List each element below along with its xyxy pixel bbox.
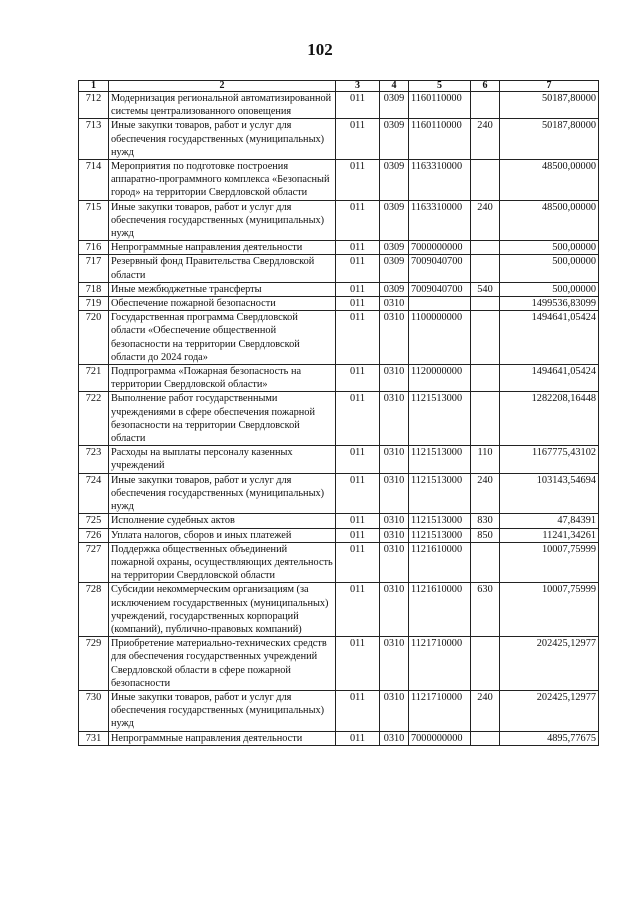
row-code-target: 1121513000 — [409, 514, 471, 528]
row-code-section: 0310 — [380, 311, 409, 365]
row-code-section: 0309 — [380, 255, 409, 282]
row-description: Иные закупки товаров, работ и услуг для обеспечения государственных (муниципальных) нужд — [109, 690, 336, 731]
row-code-section: 0310 — [380, 542, 409, 583]
row-description: Иные закупки товаров, работ и услуг для обеспечения государственных (муниципальных) нужд — [109, 200, 336, 241]
row-code-admin: 011 — [336, 200, 380, 241]
row-code-section: 0310 — [380, 473, 409, 514]
table-row — [79, 473, 599, 514]
row-code-type: 630 — [471, 583, 500, 637]
table-row — [79, 514, 599, 528]
row-code-type: 240 — [471, 119, 500, 160]
row-code-type: 240 — [471, 690, 500, 731]
row-amount: 500,00000 — [500, 255, 599, 282]
table-row — [79, 241, 599, 255]
row-code-type — [471, 542, 500, 583]
row-code-type — [471, 392, 500, 446]
row-code-section: 0309 — [380, 92, 409, 119]
row-amount: 48500,00000 — [500, 200, 599, 241]
row-code-admin: 011 — [336, 241, 380, 255]
row-code-type — [471, 637, 500, 691]
table-row — [79, 690, 599, 731]
table-row — [79, 731, 599, 745]
row-code-type — [471, 365, 500, 392]
row-code-section: 0310 — [380, 365, 409, 392]
row-description: Подпрограмма «Пожарная безопасность на территории Свердловской области» — [109, 365, 336, 392]
table-row — [79, 446, 599, 473]
row-number: 724 — [79, 473, 109, 514]
row-code-admin: 011 — [336, 731, 380, 745]
table-row — [79, 200, 599, 241]
row-code-type: 540 — [471, 282, 500, 296]
row-number: 731 — [79, 731, 109, 745]
row-code-section: 0310 — [380, 637, 409, 691]
row-amount: 10007,75999 — [500, 542, 599, 583]
row-code-target: 1160110000 — [409, 92, 471, 119]
row-code-section: 0310 — [380, 690, 409, 731]
row-code-target: 1121513000 — [409, 528, 471, 542]
row-number: 716 — [79, 241, 109, 255]
row-number: 730 — [79, 690, 109, 731]
row-description: Государственная программа Свердловской области «Обеспечение общественной безопасности на территории Свердловской области до 2024 года» — [109, 311, 336, 365]
row-code-type: 850 — [471, 528, 500, 542]
column-header: 4 — [380, 81, 409, 92]
row-code-type: 830 — [471, 514, 500, 528]
row-code-target: 1121513000 — [409, 446, 471, 473]
row-code-type — [471, 92, 500, 119]
row-code-type — [471, 311, 500, 365]
row-amount: 4895,77675 — [500, 731, 599, 745]
table-row — [79, 297, 599, 311]
row-code-section: 0309 — [380, 119, 409, 160]
column-header: 3 — [336, 81, 380, 92]
table-row — [79, 92, 599, 119]
row-number: 718 — [79, 282, 109, 296]
row-code-target: 1160110000 — [409, 119, 471, 160]
table-header-row — [79, 81, 599, 92]
row-code-target: 1121513000 — [409, 392, 471, 446]
table-row — [79, 119, 599, 160]
row-code-admin: 011 — [336, 119, 380, 160]
row-code-admin: 011 — [336, 473, 380, 514]
row-number: 726 — [79, 528, 109, 542]
row-code-type: 240 — [471, 473, 500, 514]
row-number: 723 — [79, 446, 109, 473]
row-code-target — [409, 297, 471, 311]
row-code-target: 1163310000 — [409, 200, 471, 241]
row-code-admin: 011 — [336, 255, 380, 282]
row-code-target: 1121610000 — [409, 542, 471, 583]
row-number: 720 — [79, 311, 109, 365]
row-description: Иные закупки товаров, работ и услуг для обеспечения государственных (муниципальных) нужд — [109, 119, 336, 160]
row-code-target: 1121710000 — [409, 637, 471, 691]
row-number: 713 — [79, 119, 109, 160]
row-number: 714 — [79, 160, 109, 201]
row-amount: 500,00000 — [500, 241, 599, 255]
row-code-section: 0310 — [380, 392, 409, 446]
row-code-admin: 011 — [336, 637, 380, 691]
row-code-section: 0310 — [380, 514, 409, 528]
row-code-type — [471, 731, 500, 745]
row-description: Приобретение материально-технических средств для обеспечения государственных учреждений Свердловской области в сфере пожарной безопасности — [109, 637, 336, 691]
row-code-admin: 011 — [336, 446, 380, 473]
table-row — [79, 311, 599, 365]
row-code-section: 0310 — [380, 528, 409, 542]
row-code-admin: 011 — [336, 514, 380, 528]
row-description: Непрограммные направления деятельности — [109, 731, 336, 745]
row-code-admin: 011 — [336, 297, 380, 311]
row-description: Расходы на выплаты персоналу казенных учреждений — [109, 446, 336, 473]
row-code-admin: 011 — [336, 392, 380, 446]
row-code-admin: 011 — [336, 583, 380, 637]
row-description: Непрограммные направления деятельности — [109, 241, 336, 255]
row-amount: 202425,12977 — [500, 637, 599, 691]
row-number: 728 — [79, 583, 109, 637]
row-description: Резервный фонд Правительства Свердловской области — [109, 255, 336, 282]
row-description: Уплата налогов, сборов и иных платежей — [109, 528, 336, 542]
row-amount: 10007,75999 — [500, 583, 599, 637]
table-row — [79, 160, 599, 201]
column-header: 6 — [471, 81, 500, 92]
row-amount: 1282208,16448 — [500, 392, 599, 446]
row-code-type: 240 — [471, 200, 500, 241]
row-code-section: 0310 — [380, 446, 409, 473]
row-code-target: 1121513000 — [409, 473, 471, 514]
row-number: 712 — [79, 92, 109, 119]
row-amount: 47,84391 — [500, 514, 599, 528]
row-code-admin: 011 — [336, 311, 380, 365]
table-row — [79, 528, 599, 542]
row-code-target: 1163310000 — [409, 160, 471, 201]
budget-table — [78, 80, 599, 746]
row-description: Обеспечение пожарной безопасности — [109, 297, 336, 311]
row-code-section: 0309 — [380, 241, 409, 255]
table-row — [79, 637, 599, 691]
row-number: 721 — [79, 365, 109, 392]
table-row — [79, 583, 599, 637]
table-row — [79, 392, 599, 446]
column-header: 5 — [409, 81, 471, 92]
row-description: Иные межбюджетные трансферты — [109, 282, 336, 296]
row-description: Поддержка общественных объединений пожарной охраны, осуществляющих деятельность на территории Свердловской области — [109, 542, 336, 583]
row-code-target: 1120000000 — [409, 365, 471, 392]
row-code-target: 7000000000 — [409, 731, 471, 745]
row-amount: 500,00000 — [500, 282, 599, 296]
row-code-section: 0310 — [380, 583, 409, 637]
row-amount: 202425,12977 — [500, 690, 599, 731]
row-code-target: 7000000000 — [409, 241, 471, 255]
table-row — [79, 542, 599, 583]
row-description: Иные закупки товаров, работ и услуг для обеспечения государственных (муниципальных) нужд — [109, 473, 336, 514]
row-amount: 48500,00000 — [500, 160, 599, 201]
row-number: 725 — [79, 514, 109, 528]
column-header: 2 — [109, 81, 336, 92]
row-amount: 103143,54694 — [500, 473, 599, 514]
row-amount: 50187,80000 — [500, 119, 599, 160]
row-code-type: 110 — [471, 446, 500, 473]
row-code-admin: 011 — [336, 282, 380, 296]
row-amount: 1167775,43102 — [500, 446, 599, 473]
row-code-target: 1100000000 — [409, 311, 471, 365]
row-number: 717 — [79, 255, 109, 282]
row-code-target: 7009040700 — [409, 282, 471, 296]
row-number: 729 — [79, 637, 109, 691]
row-code-admin: 011 — [336, 542, 380, 583]
row-code-section: 0309 — [380, 160, 409, 201]
row-code-type — [471, 255, 500, 282]
row-code-section: 0309 — [380, 200, 409, 241]
row-code-target: 7009040700 — [409, 255, 471, 282]
row-code-type — [471, 160, 500, 201]
column-header: 7 — [500, 81, 599, 92]
row-code-admin: 011 — [336, 690, 380, 731]
row-amount: 50187,80000 — [500, 92, 599, 119]
row-amount: 1499536,83099 — [500, 297, 599, 311]
column-header: 1 — [79, 81, 109, 92]
row-number: 715 — [79, 200, 109, 241]
row-description: Субсидии некоммерческим организациям (за исключением государственных (муниципальных) учреждений, государственных корпораций (компаний), публично-правовых компаний) — [109, 583, 336, 637]
row-number: 727 — [79, 542, 109, 583]
row-number: 722 — [79, 392, 109, 446]
row-code-target: 1121610000 — [409, 583, 471, 637]
page-number: 102 — [307, 40, 333, 59]
row-code-section: 0309 — [380, 282, 409, 296]
row-amount: 11241,34261 — [500, 528, 599, 542]
row-description: Мероприятия по подготовке построения аппаратно-программного комплекса «Безопасный город» на территории Свердловской области — [109, 160, 336, 201]
row-description: Исполнение судебных актов — [109, 514, 336, 528]
row-code-type — [471, 297, 500, 311]
row-code-admin: 011 — [336, 528, 380, 542]
row-code-type — [471, 241, 500, 255]
row-code-admin: 011 — [336, 92, 380, 119]
row-amount: 1494641,05424 — [500, 365, 599, 392]
row-description: Модернизация региональной автоматизированной системы централизованного оповещения — [109, 92, 336, 119]
row-amount: 1494641,05424 — [500, 311, 599, 365]
row-code-admin: 011 — [336, 160, 380, 201]
row-code-section: 0310 — [380, 297, 409, 311]
row-number: 719 — [79, 297, 109, 311]
row-description: Выполнение работ государственными учреждениями в сфере обеспечения пожарной безопасности на территории Свердловской области — [109, 392, 336, 446]
table-row — [79, 282, 599, 296]
row-code-section: 0310 — [380, 731, 409, 745]
table-row — [79, 255, 599, 282]
row-code-target: 1121710000 — [409, 690, 471, 731]
table-row — [79, 365, 599, 392]
row-code-admin: 011 — [336, 365, 380, 392]
